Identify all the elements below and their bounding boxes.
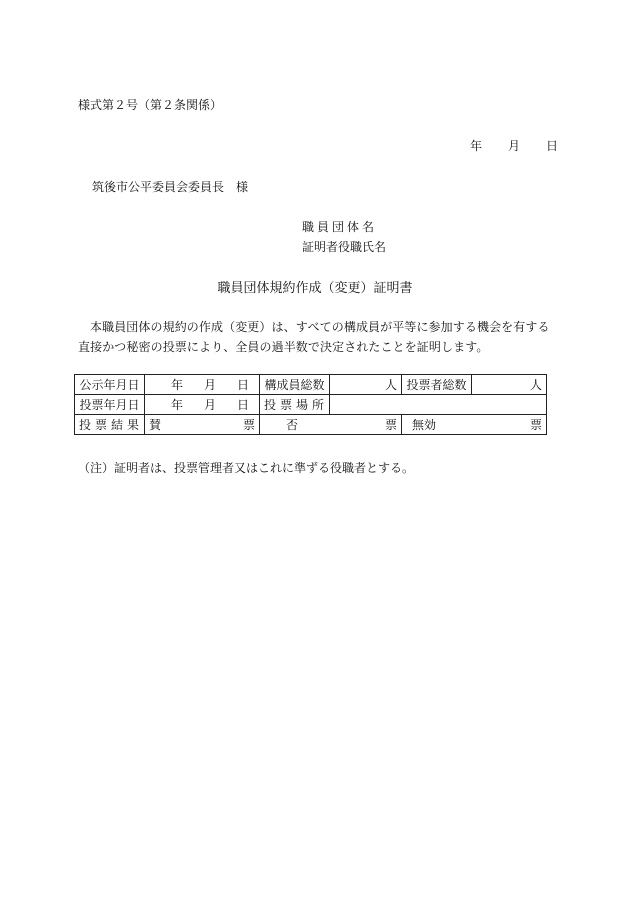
- date-line: [470, 137, 558, 154]
- table-row-results: [75, 415, 547, 435]
- voters-total-cell: 人: [472, 375, 547, 395]
- no-votes-cell: [260, 415, 402, 435]
- vote-table: [74, 374, 547, 435]
- voting-place-label: 投票場所: [260, 395, 330, 415]
- yes-unit: 票: [242, 418, 255, 432]
- no-label: 否: [286, 418, 299, 432]
- form-number: 様式第２号（第２条関係）: [78, 98, 223, 112]
- voting-date-cell: [145, 395, 260, 415]
- announcement-date-label: 公示年月日: [75, 375, 145, 395]
- invalid-votes-cell: [402, 415, 547, 435]
- document-title: 職員団体規約作成（変更）証明書: [217, 281, 413, 296]
- voting-place-cell: [330, 395, 547, 415]
- no-unit: 票: [384, 418, 397, 432]
- footnote: （注）証明者は、投票管理者又はこれに準ずる役職者とする。: [78, 461, 415, 475]
- announcement-day: 日: [236, 378, 249, 392]
- table-row-voting-date: [75, 395, 547, 415]
- voters-total-label: 投票者総数: [402, 375, 472, 395]
- announcement-year: 年: [171, 378, 184, 392]
- invalid-unit: 票: [529, 418, 542, 432]
- addressee: 筑後市公平委員会委員長 様: [92, 180, 249, 194]
- members-total-cell: 人: [330, 375, 402, 395]
- announcement-month: 月: [203, 378, 216, 392]
- members-total-label: 構成員総数: [260, 375, 330, 395]
- yes-label: 賛: [149, 418, 162, 432]
- organization-label: 職員団体名: [302, 220, 378, 234]
- results-label: 投票結果: [75, 415, 145, 435]
- date-day: 日: [546, 139, 559, 153]
- voting-month: 月: [203, 398, 216, 412]
- table-row-announcement: [75, 375, 547, 395]
- invalid-label: 無効: [412, 418, 437, 432]
- announcement-date-cell: [145, 375, 260, 395]
- certifier-label: 証明者役職氏名: [302, 240, 387, 254]
- date-year: 年: [470, 139, 483, 153]
- yes-votes-cell: [145, 415, 260, 435]
- voting-year: 年: [171, 398, 184, 412]
- voting-date-label: 投票年月日: [75, 395, 145, 415]
- certification-text: 本職員団体の規約の作成（変更）は、すべての構成員が平等に参加する機会を有する直接かつ秘密の投票により、全員の過半数で決定されたことを証明します。: [78, 320, 550, 354]
- date-month: 月: [508, 139, 521, 153]
- voting-day: 日: [236, 398, 249, 412]
